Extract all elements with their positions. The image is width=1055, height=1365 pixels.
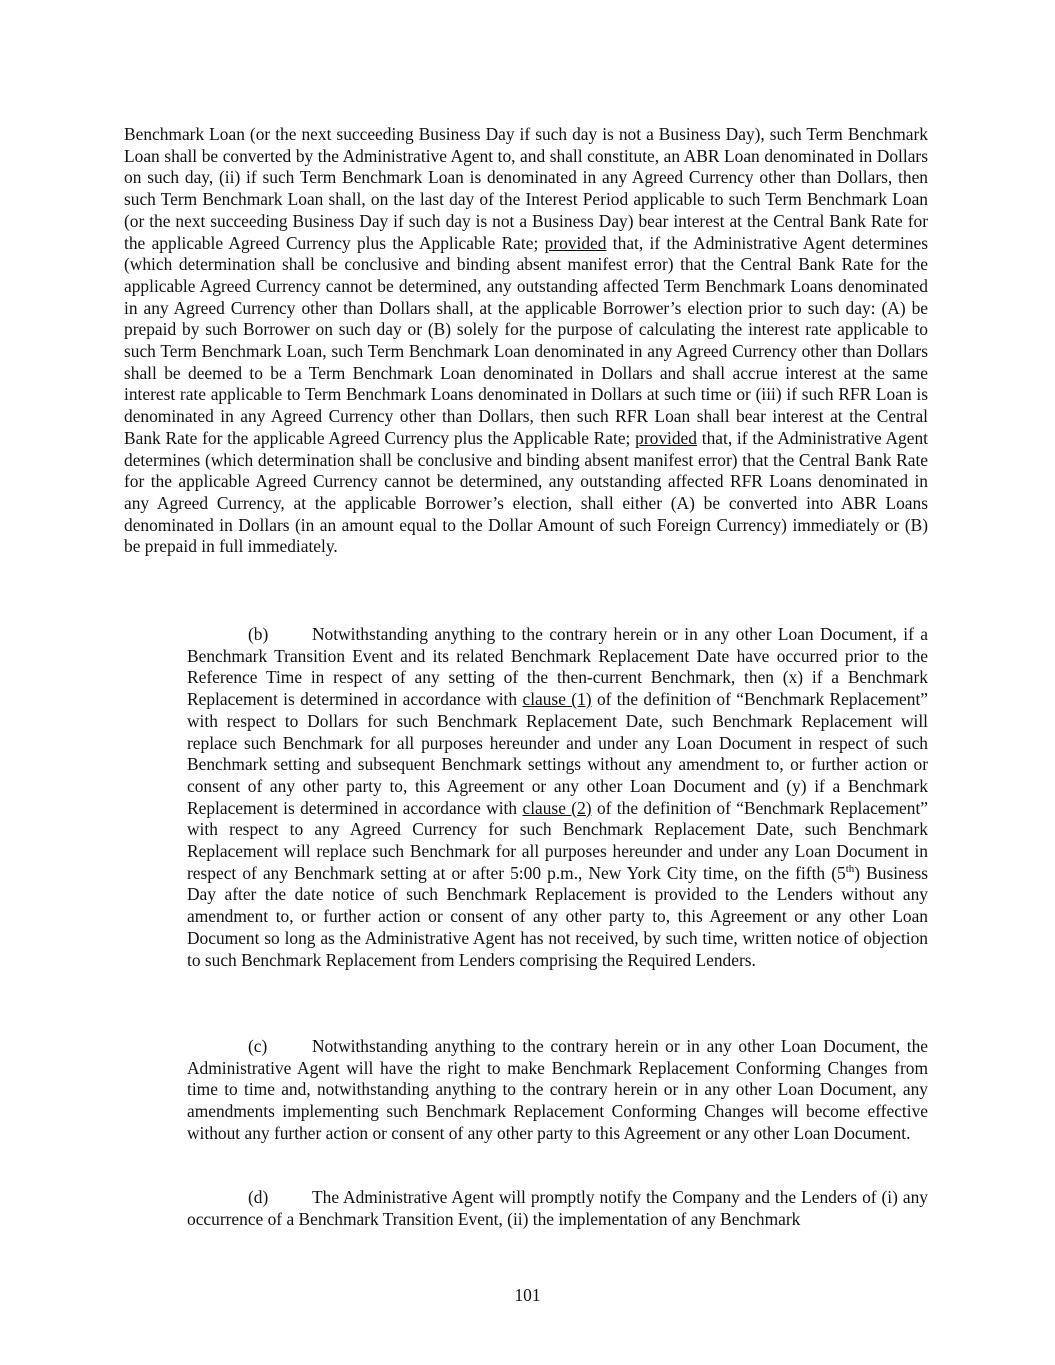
clause-1-reference: clause (1) — [522, 689, 592, 710]
paragraph-a-continued — [124, 124, 928, 558]
clause-2-reference: clause (2) — [522, 797, 592, 818]
paragraph-d — [187, 1187, 928, 1230]
paragraph-b-text-2: of the definition of “Benchmark Replacement” with respect to Dollars for such Benchmark Replacement Date, such Benchmark Replacement will replace such Benchmark for all purposes hereunder and under any Loan Document in respect of such Benchmark setting and subsequent Benchmark settings without any amendment to, or further action or consent of any other party to, this Agreement or any other Loan Document and (y) if a Benchmark Replacement is determined in accordance with — [187, 689, 929, 818]
paragraph-d-label: (d) — [248, 1187, 269, 1207]
paragraph-c-label: (c) — [248, 1036, 268, 1056]
paragraph-c — [187, 1036, 928, 1145]
paragraph-c-text: Notwithstanding anything to the contrary herein or in any other Loan Document, the Administrative Agent will have the right to make Benchmark Replacement Conforming Changes from time to time and, notwithstanding anything to the contrary herein or in any other Loan Document, any amendments implementing such Benchmark Replacement Conforming Changes will become effective without any further action or consent of any other party to this Agreement or any other Loan Document. — [187, 1036, 928, 1143]
paragraph-a-text-2: that, if the Administrative Agent determines (which determination shall be conclusive and binding absent manifest error) that the Central Bank Rate for the applicable Agreed Currency cannot be determined, any outstanding affected Term Benchmark Loans denominated in any Agreed Currency other than Dollars shall, at the applicable Borrower’s election prior to such day: (A) be prepaid by such Borrower on such day or (B) solely for the purpose of calculating the interest rate applicable to such Term Benchmark Loan, such Term Benchmark Loan denominated in any Agreed Currency other than Dollars shall be deemed to be a Term Benchmark Loan denominated in Dollars and shall accrue interest at the same interest rate applicable to Term Benchmark Loans denominated in Dollars at such time or (iii) if such RFR Loan is denominated in any Agreed Currency other than Dollars, then such RFR Loan shall bear interest at the Central Bank Rate for the applicable Agreed Currency plus the Applicable Rate; — [124, 232, 928, 448]
provided-term-1: provided — [544, 232, 607, 253]
paragraph-b-label: (b) — [248, 624, 269, 644]
paragraph-d-text: The Administrative Agent will promptly notify the Company and the Lenders of (i) any occurrence of a Benchmark Transition Event, (ii) the implementation of any Benchmark — [187, 1187, 928, 1229]
page-number: 101 — [514, 1285, 541, 1305]
provided-term-2: provided — [635, 427, 697, 448]
paragraph-b — [187, 624, 928, 971]
paragraph-b-text-3: of the definition of “Benchmark Replacement” with respect to any Agreed Currency for such Benchmark Replacement Date, such Benchmark Replacement will replace such Benchmark for all purposes hereunder and under any Loan Document in respect of any Benchmark setting at or after 5:00 p.m., New York City time, on the fifth (5 — [187, 797, 929, 883]
paragraph-b-text-1: Notwithstanding anything to the contrary herein or in any other Loan Document, if a Benchmark Transition Event and its related Benchmark Replacement Date have occurred prior to the Reference Time in respect of any setting of the then-current Benchmark, then (x) if a Benchmark Replacement is determined in accordance with — [187, 624, 928, 710]
paragraph-a-text-3: that, if the Administrative Agent determines (which determination shall be conclusive and binding absent manifest error) that the Central Bank Rate for the applicable Agreed Currency cannot be determined, any outstanding affected RFR Loans denominated in any Agreed Currency, at the applicable Borrower’s election, shall either (A) be converted into ABR Loans denominated in Dollars (in an amount equal to the Dollar Amount of such Foreign Currency) immediately or (B) be prepaid in full immediately. — [124, 427, 928, 557]
paragraph-a-text-1: Benchmark Loan (or the next succeeding Business Day if such day is not a Business Day), such Term Benchmark Loan shall be converted by the Administrative Agent to, and shall constitute, an ABR Loan denominated in Dollars on such day, (ii) if such Term Benchmark Loan is denominated in any Agreed Currency other than Dollars, then such Term Benchmark Loan shall, on the last day of the Interest Period applicable to such Term Benchmark Loan (or the next succeeding Business Day if such day is not a Business Day) bear interest at the Central Bank Rate for the applicable Agreed Currency plus the Applicable Rate; — [124, 124, 928, 253]
ordinal-superscript: th — [845, 862, 855, 875]
paragraph-b-text-4: ) Business Day after the date notice of such Benchmark Replacement is provided to the Lenders without any amendment to, or further action or consent of any other party to, this Agreement or any other Loan Document so long as the Administrative Agent has not received, by such time, written notice of objection to such Benchmark Replacement from Lenders comprising the Required Lenders. — [187, 862, 929, 970]
